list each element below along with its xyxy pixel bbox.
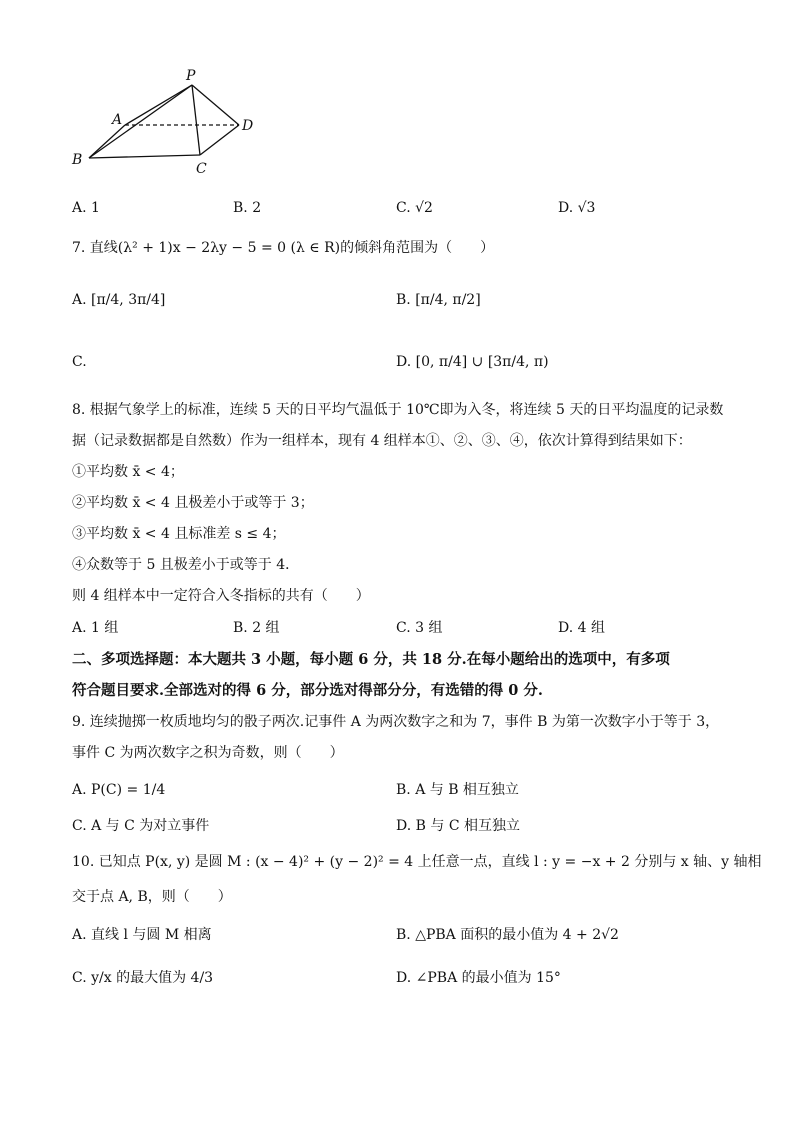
edge-PA xyxy=(125,85,192,125)
q8-item-1: ①平均数 x̄ < 4； xyxy=(72,464,184,480)
section2-line-1: 二、多项选择题：本大题共 3 小题，每小题 6 分，共 18 分.在每小题给出的选项中，有多项 xyxy=(72,651,670,668)
edge-PD xyxy=(192,85,239,125)
q8-option-c: C. 3 组 xyxy=(396,620,443,636)
q6-option-b: B. 2 xyxy=(233,200,262,216)
q8-item-4: ④众数等于 5 且极差小于或等于 4． xyxy=(72,557,300,573)
q8-option-b: B. 2 组 xyxy=(233,620,280,636)
q8-item-3: ③平均数 x̄ < 4 且标准差 s ≤ 4； xyxy=(72,526,286,542)
label-A: A xyxy=(112,112,123,128)
q9-option-c: C. A 与 C 为对立事件 xyxy=(72,818,210,834)
q8-item-2: ②平均数 x̄ < 4 且极差小于或等于 3； xyxy=(72,495,314,511)
q8-line-2: 据（记录数据都是自然数）作为一组样本，现有 4 组样本①、②、③、④，依次计算得到结果如下： xyxy=(72,433,692,449)
q10-option-c: C. y/x 的最大值为 4/3 xyxy=(72,970,214,986)
q10-line-2: 交于点 A, B，则（ ） xyxy=(72,889,232,905)
q7-option-c: C. xyxy=(72,354,87,370)
edge-PB xyxy=(89,85,192,158)
edge-CD xyxy=(200,125,239,155)
q8-line-1: 8. 根据气象学上的标准，连续 5 天的日平均气温低于 10℃即为入冬，将连续 5 天的日平均温度的记录数 xyxy=(72,402,724,418)
edge-PC xyxy=(192,85,200,155)
label-B: B xyxy=(72,152,83,168)
q9-option-d: D. B 与 C 相互独立 xyxy=(396,818,520,834)
label-P: P xyxy=(186,68,196,84)
q8-question: 则 4 组样本中一定符合入冬指标的共有（ ） xyxy=(72,588,370,604)
q10-option-d: D. ∠PBA 的最小值为 15° xyxy=(396,970,561,986)
q10-option-a: A. 直线 l 与圆 M 相离 xyxy=(72,927,212,943)
q7-option-d: D. [0, π/4] ∪ [3π/4, π) xyxy=(396,354,549,370)
q7-option-b: B. [π/4, π/2] xyxy=(396,292,481,308)
q9-option-b: B. A 与 B 相互独立 xyxy=(396,782,519,798)
q8-option-a: A. 1 组 xyxy=(72,620,119,636)
q9-option-a: A. P(C) = 1/4 xyxy=(72,782,166,798)
q6-option-d: D. √3 xyxy=(558,200,596,216)
q9-line-1: 9. 连续抛掷一枚质地均匀的骰子两次.记事件 A 为两次数字之和为 7，事件 B 为第一次数字小于等于 3， xyxy=(72,714,720,730)
q8-option-d: D. 4 组 xyxy=(558,620,605,636)
label-C: C xyxy=(196,161,207,177)
q7-stem: 7. 直线(λ² + 1)x − 2λy − 5 = 0 (λ ∈ R)的倾斜角范围为（ ） xyxy=(72,240,495,256)
q10-option-b: B. △PBA 面积的最小值为 4 + 2√2 xyxy=(396,927,619,943)
q7-option-a: A. [π/4, 3π/4] xyxy=(72,292,166,308)
q6-option-c: C. √2 xyxy=(396,200,433,216)
label-D: D xyxy=(242,118,254,134)
q9-line-2: 事件 C 为两次数字之积为奇数，则（ ） xyxy=(72,745,344,761)
q10-line-1: 10. 已知点 P(x, y) 是圆 M : (x − 4)² + (y − 2)² = 4 上任意一点，直线 l : y = −x + 2 分别与 x 轴、y 轴相 xyxy=(72,854,762,870)
pyramid-figure xyxy=(0,0,794,200)
edge-BC xyxy=(89,155,200,158)
q6-option-a: A. 1 xyxy=(72,200,100,216)
section2-line-2: 符合题目要求.全部选对的得 6 分，部分选对得部分分，有选错的得 0 分. xyxy=(72,682,543,699)
edge-AB xyxy=(89,125,125,158)
